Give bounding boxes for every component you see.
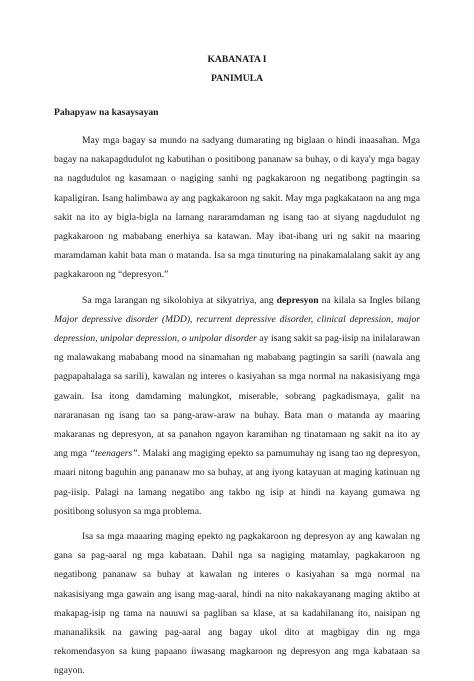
paragraph-2-part2: na kilala sa Ingles bilang — [318, 294, 420, 306]
paragraph-3: Isa sa mga maaaring maging epekto ng pagkakaroon ng depresyon ay ang kawalan ng gana sa pag-aaral ng mga kabataan. Dahil nga sa nagiging matamlay, pagkakaroon ng negatibong pananaw sa buhay at kawalan ng interes o kasiyahan sa mga normal na nakasisiyang mga gawain ang isang mag-aaral, hindi na nito nakakayanang maging aktibo at makapag-isip ng tama na nauuwi sa pagliban sa klase, at sa kadahilanang ito, naisipan ng mananaliksik na gawing pag-aaral ang bagay ukol dito at magbigay din ng mga rekomendasyon sa kung papaano iiwasang magkaroon ng depresyon ang mga kabataan sa ngayon. — [54, 531, 420, 677]
paragraph-2-part4: . Malaki ang magiging epekto sa pamumuhay ng isang tao ng depresyon, maari nitong baguhin ang pananaw mo sa buhay, at ang iyong katayuan at maging katinuan ng pag-iisip. Palagi na lamang negatibo ang takbo ng isip at hindi na kayang gumawa ng positibong solusyon sa mga problema. — [54, 448, 420, 517]
paragraph-2 — [54, 291, 420, 521]
term-depresyon: depresyon — [276, 294, 319, 306]
chapter-title: PANIMULA — [210, 72, 264, 84]
paragraph-2-part3: ay isang sakit sa pag-iisip na inilalarawan ng malawakang mababang mood na sinamahan ng mababang pagtingin sa sarili (nawala ang pagpapahalaga sa sarili), kawalan ng interes o kasiyahan sa mga normal na nakasisiyang mga gawain. Isa itong damdaming malungkot, miserable, sobrang pagkadismaya, galit na nararanasan ng isang tao sa pang-araw-araw na buhay. Bata man o matanda ay maaring makaranas ng depresyon, at sa panahon ngayon karamihan ng tinatamaan ng sakit na ito ay ang mga — [54, 333, 420, 460]
chapter-number: KABANATA I — [207, 54, 267, 65]
paragraph-1: May mga bagay sa mundo na sadyang dumarating ng biglaan o hindi inaasahan. Mga bagay na nakapagdudulot ng kabutihan o positibong pananaw sa buhay, o di kaya'y mga bagay na nagdudulot ng kasamaan o nagiging sanhi ng pagkakaroon ng negatibong pagtingin sa kapaligiran. Isang halimbawa ay ang pagkakaroon ng sakit. May mga pagkakataon na ang mga sakit na ito ay bigla-bigla na lamang nararamdaman ng isang tao at siyang nagdudulot ng pagkakaroon ng mababang enerhiya sa katawan. May ibat-ibang uri ng sakit na maaring maramdaman kahit bata man o matanda. Isa sa mga tinuturing na pinakamalalang sakit ay ang pagkakaroon ng “depresyon.” — [54, 135, 420, 281]
paragraph-2-part1: Sa mga larangan ng sikolohiya at sikyatriya, ang — [82, 294, 277, 306]
section-heading: Pahapyaw na kasaysayan — [54, 107, 159, 118]
term-teenagers: “teenagers” — [89, 448, 138, 460]
english-terms: Major depressive disorder (MDD), recurrent depressive disorder, clinical depression, major depression, unipolar depression, o unipolar disorder — [54, 313, 420, 345]
